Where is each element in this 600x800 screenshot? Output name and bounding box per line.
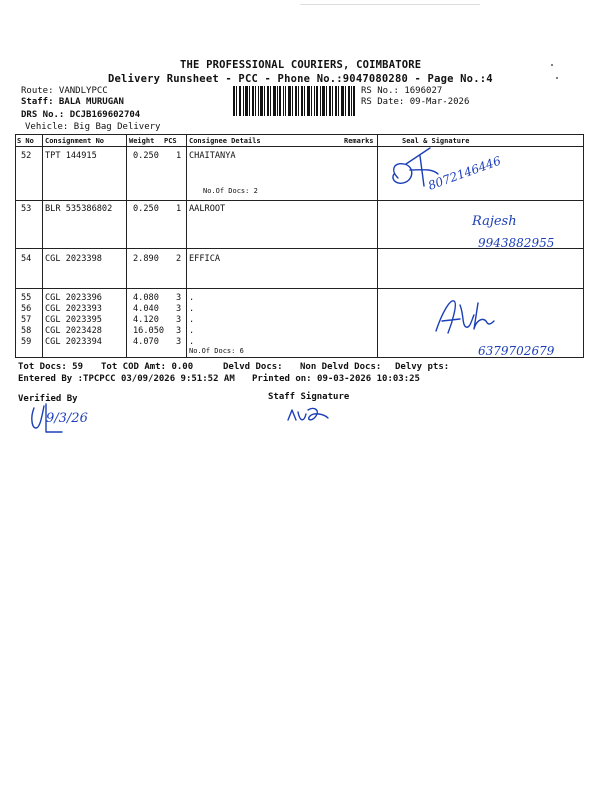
cell-weight: 4.070: [133, 337, 159, 347]
handwritten-name: Rajesh: [472, 214, 517, 229]
runsheet-subtitle: Delivery Runsheet - PCC - Phone No.:9047080280 - Page No.:4: [108, 73, 493, 85]
staff-label: Staff: BALA MURUGAN: [21, 97, 124, 107]
docs-count: No.Of Docs: 6: [189, 347, 244, 355]
cell-consignment: CGL 2023396: [45, 293, 102, 303]
staff-signature-mark: [284, 400, 344, 428]
route-label: Route: VANDLYPCC: [21, 86, 108, 96]
row-divider: [15, 200, 584, 201]
cell-pcs: 1: [176, 151, 182, 161]
cell-weight: 4.040: [133, 304, 159, 314]
col-divider: [377, 134, 378, 358]
cell-consignment: CGL 2023428: [45, 326, 102, 336]
scan-speck: [551, 64, 553, 66]
signature-row-55-59: [430, 295, 570, 359]
cell-weight: 0.250: [133, 204, 159, 214]
col-header-consignee: Consignee Details: [189, 137, 261, 145]
cell-consignment: CGL 2023395: [45, 315, 102, 325]
vehicle-label: Vehicle: Big Bag Delivery: [25, 122, 161, 132]
entered-by: Entered By :TPCPCC 03/09/2026 9:51:52 AM: [18, 374, 235, 384]
col-header-remarks: Remarks: [344, 137, 374, 145]
cell-consignment: BLR 535386802: [45, 204, 113, 214]
delivered-docs: Delvd Docs:: [223, 362, 283, 372]
scan-speck: [556, 77, 558, 79]
cell-sno: 55: [21, 293, 32, 303]
table-right-border: [583, 134, 584, 358]
signature-row-53: [470, 205, 582, 251]
verified-signature: [20, 392, 100, 440]
cell-weight: 4.080: [133, 293, 159, 303]
cell-pcs: 2: [176, 254, 182, 264]
cell-pcs: 3: [176, 337, 182, 347]
verified-by-label: Verified By: [18, 394, 78, 404]
cell-pcs: 3: [176, 315, 182, 325]
company-title: THE PROFESSIONAL COURIERS, COIMBATORE: [180, 59, 422, 71]
col-divider: [186, 134, 187, 358]
table-left-border: [15, 134, 16, 358]
cell-consignee: .: [189, 337, 195, 347]
staff-signature-label: Staff Signature: [268, 392, 350, 402]
col-header-sno: S No: [17, 137, 34, 145]
signature-row-52: [380, 140, 580, 200]
delivery-points: Delvy pts:: [395, 362, 450, 372]
rs-number: RS No.: 1696027: [361, 86, 443, 96]
cell-consignment: CGL 2023398: [45, 254, 102, 264]
cell-weight: 2.890: [133, 254, 159, 264]
cell-consignee: CHAITANYA: [189, 151, 236, 161]
cell-consignee: AALROOT: [189, 204, 226, 214]
cell-consignee: .: [189, 293, 195, 303]
rs-date: RS Date: 09-Mar-2026: [361, 97, 470, 107]
printed-on: Printed on: 09-03-2026 10:03:25: [252, 374, 420, 384]
cell-pcs: 3: [176, 293, 182, 303]
cell-pcs: 3: [176, 304, 182, 314]
row-divider: [15, 288, 584, 289]
cell-weight: 0.250: [133, 151, 159, 161]
col-header-weight: Weight: [129, 137, 155, 145]
handwritten-phone: 6379702679: [478, 344, 555, 358]
cell-sno: 53: [21, 204, 32, 214]
cell-sno: 52: [21, 151, 32, 161]
total-docs: Tot Docs: 59: [18, 362, 84, 372]
docs-count: No.Of Docs: 2: [203, 187, 258, 195]
cell-consignee: .: [189, 304, 195, 314]
drs-number: DRS No.: DCJB169602704: [21, 110, 141, 120]
cell-sno: 56: [21, 304, 32, 314]
cell-consignee: EFFICA: [189, 254, 221, 264]
cell-sno: 57: [21, 315, 32, 325]
handwritten-phone: 9943882955: [478, 236, 555, 250]
col-header-consignment: Consignment No: [45, 137, 105, 145]
cell-consignment: CGL 2023393: [45, 304, 102, 314]
col-divider: [126, 134, 127, 358]
cell-sno: 59: [21, 337, 32, 347]
col-header-seal: Seal & Signature: [402, 137, 470, 145]
scan-edge: [300, 4, 480, 5]
cell-consignment: TPT 144915: [45, 151, 97, 161]
cell-consignee: .: [189, 315, 195, 325]
total-cod: Tot COD Amt: 0.00: [101, 362, 194, 372]
cell-consignment: CGL 2023394: [45, 337, 102, 347]
cell-pcs: 1: [176, 204, 182, 214]
cell-sno: 54: [21, 254, 32, 264]
col-header-pcs: PCS: [164, 137, 177, 145]
cell-pcs: 3: [176, 326, 182, 336]
cell-consignee: .: [189, 326, 195, 336]
non-delivered-docs: Non Delvd Docs:: [300, 362, 382, 372]
cell-weight: 16.050: [133, 326, 165, 336]
cell-weight: 4.120: [133, 315, 159, 325]
handwritten-phone: 8072146446: [426, 153, 503, 193]
drs-barcode: [233, 86, 355, 116]
cell-sno: 58: [21, 326, 32, 336]
verified-date: 9/3/26: [46, 411, 88, 426]
col-divider: [42, 134, 43, 358]
table-top-border: [15, 134, 584, 135]
